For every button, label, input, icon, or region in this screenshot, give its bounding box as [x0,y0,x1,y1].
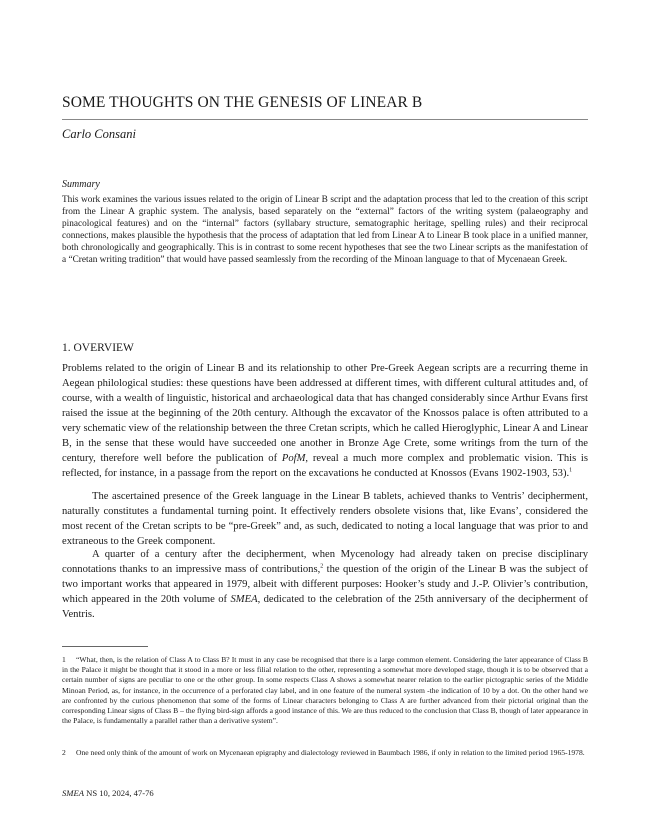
footnote-ref-2[interactable]: 2 [320,563,324,570]
footnote-text: One need only think of the amount of work on Mycenaean epigraphy and dialectology reviewed in Baumbach 1986, if only in relation to the limited period 1965-1978. [76,748,585,757]
paragraph-text: , dedicated to the celebration of the 25th anniversary of the decipherment of Ventris. [62,594,588,620]
italic-abbrev-pofm: PofM [281,453,306,464]
footnote-number: 1 [62,655,66,664]
body-paragraph-1 [62,361,588,481]
summary-text: This work examines the various issues related to the origin of Linear B script and the adaptation process that led to the creation of this script from the Linear A graphic system. The analysis, based separately on the “external” factors of the writing system (palaeography and pinacological features) and on the “internal” factors (syllabary structure, sematographic heritage, spelling rules) and their reciprocal connections, makes plausible the hypothesis that the process of adaptation that led from Linear A to Linear B took place in a unified manner, both chronologically and geographically. This is in contrast to some recent hypotheses that see the two Linear scripts as the manifestation of a “Cretan writing tradition” that would have passed seamlessly from the recording of the Minoan language to that of Mycenaean Greek. [62,195,588,266]
footnote-text: “What, then, is the relation of Class A to Class B? It must in any case be recognised that there is a large common element. Considering the later appearance of Class B in the Palace it might be thought that it stood in a more or less filial relation to the other, representing a somewhat more developed stage, though it is to be observed that a certain number of signs are peculiar to one or the other group. In some respects Class A shows a somewhat nearer relation to the earlier pictographic series of the Middle Minoan Period, as, for instance, in the occurrence of a perforated clay label, and in one feature of the numeral system -the indication of 10 by a dot. On the other hand we are confronted by the curious phenomenon that some of the forms of Linear characters belonging to Class A are further advanced from their pictorial original than the corresponding Linear signs of Class B – the flying bird-sign affords a good instance of this. We are thus reduced to the conclusion that Class B, though of later appearance in the Palace, is fundamentally a parallel rather than a derivative system”. [62,655,588,726]
italic-journal-smea: SMEA [230,594,258,605]
body-paragraph-3 [62,547,588,622]
footnote-1 [62,655,588,726]
journal-name: SMEA [62,788,84,798]
summary-heading: Summary [62,179,100,190]
footnote-number: 2 [62,748,66,757]
footnote-ref-1[interactable]: 1 [569,467,573,474]
title-divider [62,119,588,120]
paragraph-text: Problems related to the origin of Linear B and its relationship to other Pre-Greek Aegean scripts are a recurring theme in Aegean philological studies: these questions have been addressed at different times, with different cultural attitudes and, of course, with a wealth of linguistic, historical and archaeological data that has changed considerably since Arthur Evans first raised the issue at the beginning of the 20th century. Although the excavator of the Knossos palace is often attributed to a very schematic view of the relationship between the three Cretan scripts, which he called Hieroglyphic, Linear A and Linear B, in the sense that these would have succeeded one another in Bronze Age Crete, some writings from the turn of the century, therefore well before the publication of [62,363,588,464]
body-paragraph-2: The ascertained presence of the Greek language in the Linear B tablets, achieved thanks to Ventris’ decipherment, naturally constitutes a fundamental turning point. It effectively renders obsolete visions that, like Evans’, considered the most recent of the Cretan scripts to be “pre-Greek” and, as such, dedicated to noting a local language that was prior to and extraneous to the Greek component. [62,491,588,547]
article-author: Carlo Consani [62,127,136,141]
citation-details: NS 10, 2024, 47-76 [83,788,154,798]
paragraph-text: A quarter of a century after the decipherment, when Mycenology had already taken on precise disciplinary connotations thanks to an impressive mass of contributions, [62,549,588,575]
paragraph-text: , reveal a much more complex and problematic vision. This is reflected, for instance, in a passage from the report on the excavations he conducted at Knossos (Evans 1902-1903, 53). [62,453,588,479]
journal-citation [62,788,154,798]
paragraph-text: the question of the origin of the Linear B was the subject of two important works that appeared in 1979, albeit with different purposes: Hooker’s study and J.-P. Olivier’s contribution, which appeared in the 20th volume of [62,564,588,605]
section-heading-overview: 1. OVERVIEW [62,342,134,354]
footnote-divider [62,646,148,647]
article-title: SOME THOUGHTS ON THE GENESIS OF LINEAR B [62,94,423,111]
footnote-2 [62,748,588,758]
